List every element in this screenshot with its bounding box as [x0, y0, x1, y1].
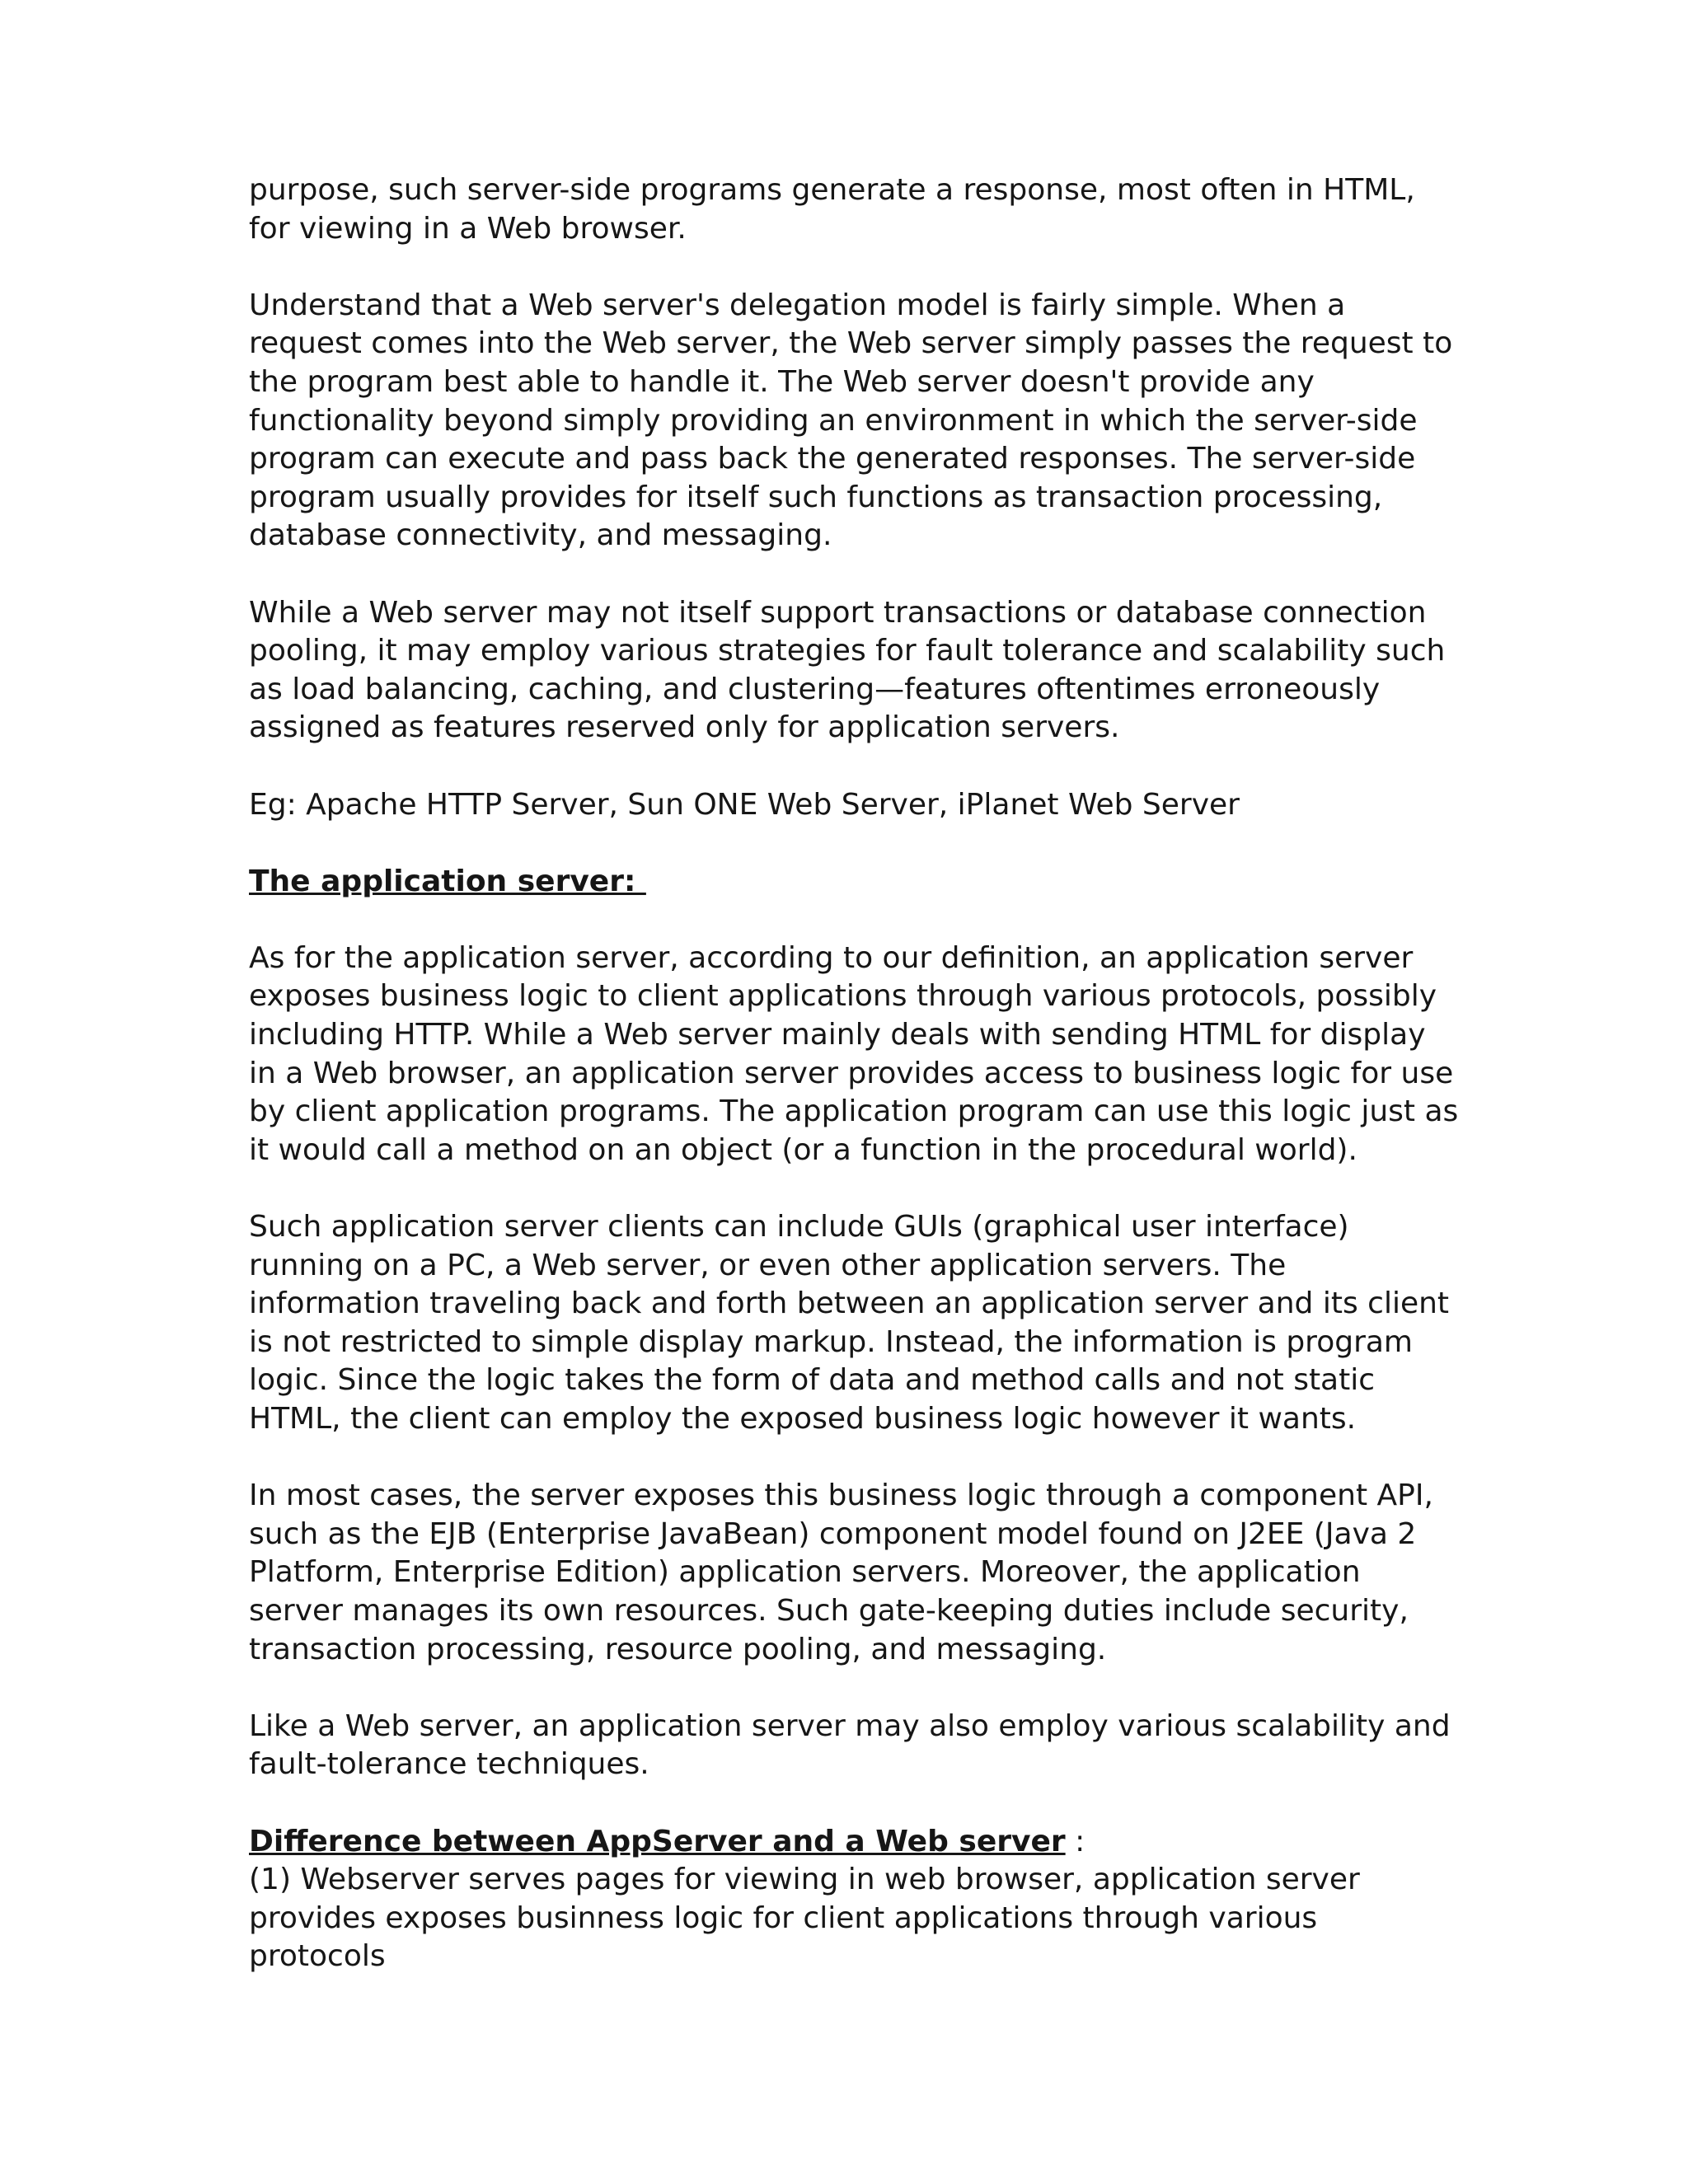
paragraph-delegation-model: Understand that a Web server's delegation model is fairly simple. When a request comes into the Web server, the Web server simply passes the request to the program best able to handle it. The Web server doesn't provide any functionality beyond simply providing an environment in which the server-side program can execute and pass back the generated responses. The server-side program usually provides for itself such functions as transaction processing, database connectivity, and messaging. — [249, 288, 1453, 553]
heading-application-server-text: The application server: — [249, 864, 646, 898]
paragraph-scalability: Like a Web server, an application server may also employ various scalability and fault-tolerance techniques. — [249, 1708, 1451, 1782]
heading-difference-suffix: : — [1065, 1824, 1085, 1858]
paragraph-component-api: In most cases, the server exposes this business logic through a component API, such as the EJB (Enterprise JavaBean) component model found on J2EE (Java 2 Platform, Enterprise Edition) application servers. Moreover, the application server manages its own resources. Such gate-keeping duties include security, transaction processing, resource pooling, and messaging. — [249, 1479, 1433, 1666]
paragraph-examples: Eg: Apache HTTP Server, Sun ONE Web Server, iPlanet Web Server — [249, 787, 1240, 822]
document-body — [249, 171, 1461, 1976]
paragraph-application-server-definition: As for the application server, according to our definition, an application server exposes business logic to client applications through various protocols, possibly including HTTP. While a Web server mainly deals with sending HTML for display in a Web browser, an application server provides access to business logic for use by client application programs. The application program can use this logic just as it would call a method on an object (or a function in the procedural world). — [249, 940, 1459, 1167]
paragraph-application-server-clients: Such application server clients can include GUIs (graphical user interface) running on a PC, a Web server, or even other application servers. The information traveling back and forth between an application server and its client is not restricted to simple display markup. Instead, the information is program logic. Since the logic takes the form of data and method calls and not static HTML, the client can employ the exposed business logic however it wants. — [249, 1210, 1450, 1436]
section-heading-difference — [249, 1823, 1461, 1862]
heading-difference-text: Difference between AppServer and a Web server — [249, 1824, 1066, 1858]
paragraph-difference-point-1: (1) Webserver serves pages for viewing in web browser, application server provides exposes businness logic for client applications through various protocols — [249, 1863, 1360, 1974]
section-heading-application-server — [249, 863, 1461, 902]
paragraph-purpose: purpose, such server-side programs generate a response, most often in HTML, for viewing in a Web browser. — [249, 173, 1415, 246]
paragraph-fault-tolerance: While a Web server may not itself support transactions or database connection pooling, it may employ various strategies for fault tolerance and scalability such as load balancing, caching, and clustering—features oftentimes erroneously assigned as features reserved only for application servers. — [249, 595, 1446, 745]
